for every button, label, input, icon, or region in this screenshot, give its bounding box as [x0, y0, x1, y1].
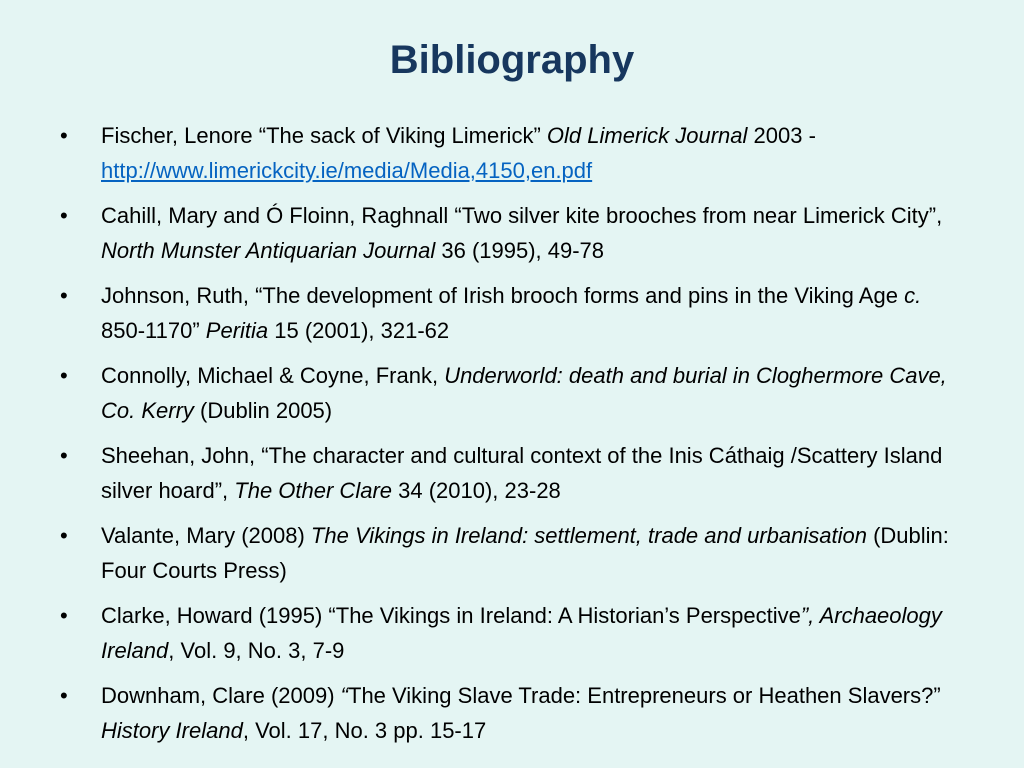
reference-text: 15 (2001), 321-62	[268, 318, 450, 343]
bullet-icon: •	[60, 203, 68, 228]
reference-text: , Vol. 9, No. 3, 7-9	[168, 638, 345, 663]
bullet-icon: •	[60, 443, 68, 468]
reference-text: 36 (1995), 49-78	[435, 238, 605, 263]
reference-text: (Dublin: Four Courts Press)	[101, 523, 949, 583]
reference-link[interactable]: http://www.limerickcity.ie/media/Media,4150,en.pdf	[101, 158, 593, 183]
bullet-icon: •	[60, 523, 68, 548]
bullet-icon: •	[60, 283, 68, 308]
bullet-icon: •	[60, 603, 68, 628]
reference-title-text: c.	[904, 283, 922, 308]
bullet-icon: •	[60, 363, 68, 388]
reference-text: The Viking Slave Trade: Entrepreneurs or Heathen Slavers?”	[348, 683, 941, 708]
slide-title: Bibliography	[389, 38, 635, 82]
reference-item	[60, 678, 960, 748]
reference-title-text: Peritia	[205, 318, 269, 343]
reference-item	[60, 358, 960, 428]
reference-text: 850-1170”	[101, 318, 206, 343]
reference-item	[60, 518, 960, 588]
reference-item	[60, 118, 960, 188]
reference-title-text: Old Limerick Journal	[546, 123, 748, 148]
bullet-icon: •	[60, 683, 68, 708]
bullet-icon: •	[60, 123, 68, 148]
reference-title-text: Underworld: death and burial in Cloghermore Cave, Co. Kerry	[101, 363, 947, 423]
reference-text: Sheehan, John, “The character and cultural context of the Inis Cáthaig /Scattery Island silver hoard”,	[101, 443, 943, 503]
reference-text: 34 (2010), 23-28	[392, 478, 561, 503]
reference-text: Clarke, Howard (1995) “The Vikings in Ireland: A Historian’s Perspective	[101, 603, 801, 628]
reference-text: 2003 -	[747, 123, 816, 148]
reference-title-text: History Ireland	[101, 718, 243, 743]
reference-title-text: Archaeology Ireland	[101, 603, 942, 663]
reference-title-text: The Vikings in Ireland: settlement, trade and urbanisation	[310, 523, 867, 548]
reference-text: Fischer, Lenore “The sack of Viking Limerick”	[101, 123, 547, 148]
reference-item	[60, 438, 960, 508]
reference-text: Connolly, Michael & Coyne, Frank,	[101, 363, 445, 388]
reference-title-text: North Munster Antiquarian Journal	[101, 238, 436, 263]
reference-text: Johnson, Ruth, “The development of Irish brooch forms and pins in the Viking Age	[101, 283, 905, 308]
reference-text: (Dublin 2005)	[193, 398, 333, 423]
reference-item	[60, 198, 960, 268]
reference-title-text: ”,	[800, 603, 820, 628]
reference-title-text: The Other Clare	[234, 478, 393, 503]
reference-list	[60, 118, 960, 758]
reference-item	[60, 278, 960, 348]
reference-text: Valante, Mary (2008)	[101, 523, 311, 548]
reference-item	[60, 598, 960, 668]
reference-text: Cahill, Mary and Ó Floinn, Raghnall “Two silver kite brooches from near Limerick City”,	[101, 203, 943, 228]
reference-title-text: “	[340, 683, 348, 708]
reference-text: Downham, Clare (2009)	[101, 683, 341, 708]
reference-text: , Vol. 17, No. 3 pp. 15-17	[242, 718, 487, 743]
